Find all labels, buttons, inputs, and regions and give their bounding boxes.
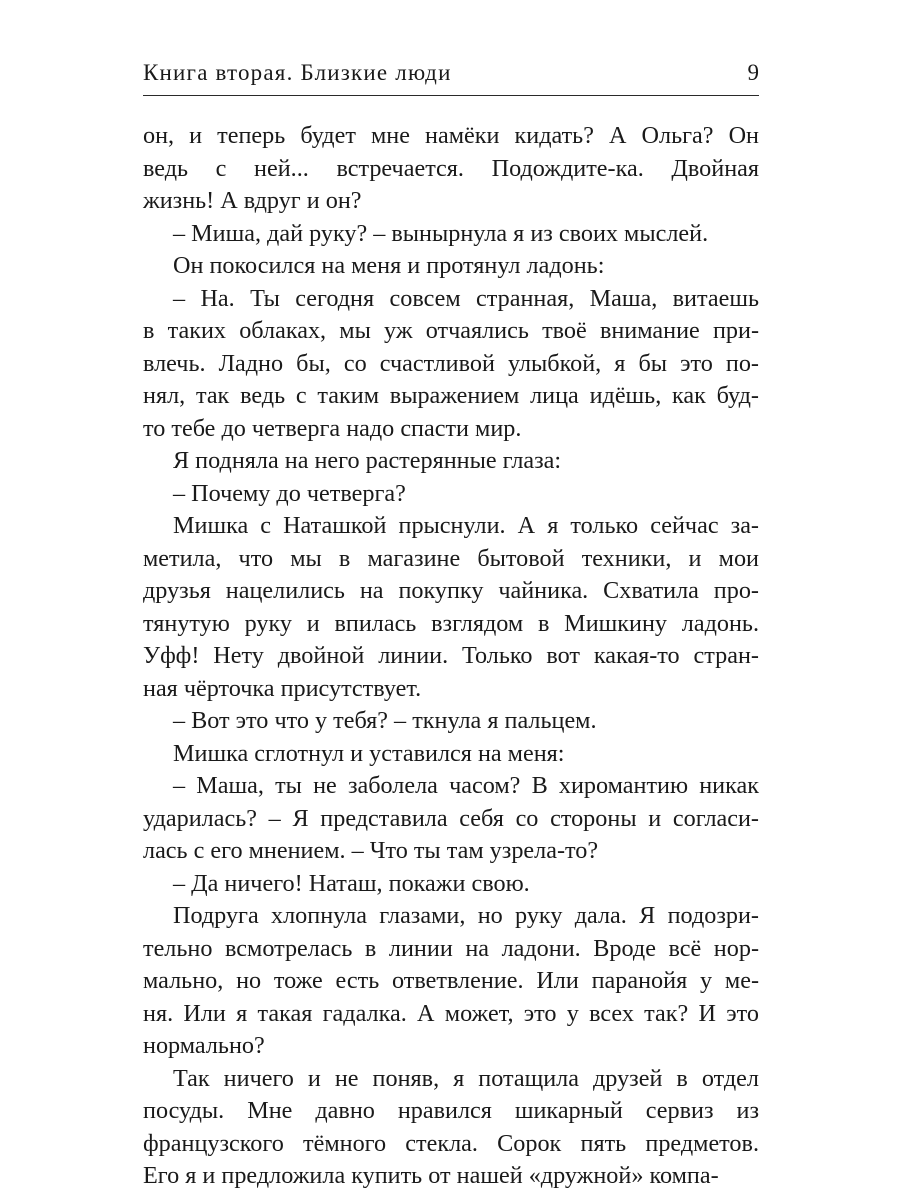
text-line: – На. Ты сегодня совсем странная, Маша, витаешь (173, 284, 759, 312)
book-page (143, 60, 759, 1193)
text-line: влечь. Ладно бы, со счастливой улыбкой, я бы это по- (143, 349, 759, 377)
text-line: ударилась? – Я представила себя со стороны и согласи- (143, 804, 759, 832)
text-line: то тебе до четверга надо спасти мир. (143, 414, 522, 442)
paragraph (143, 900, 759, 1063)
running-header (143, 60, 759, 96)
text-line: лась с его мнением. – Что ты там узрела-то? (143, 837, 599, 864)
text-line: друзья нацелились на покупку чайника. Схватила про- (143, 577, 759, 604)
text-line: ная чёрточка присутствует. (143, 674, 422, 702)
text-line: Его я и предложила купить от нашей «дружной» компа- (143, 1162, 719, 1189)
paragraph (143, 510, 759, 705)
text-line: метила, что мы в магазине бытовой техники, и мои (143, 544, 759, 572)
text-line: Я подняла на него растерянные глаза: (173, 447, 562, 474)
paragraph (143, 478, 759, 511)
text-line: тянутую руку и впилась взглядом в Мишкину ладонь. (143, 609, 759, 637)
body-text (143, 120, 759, 1193)
text-line: жизнь! А вдруг и он? (143, 187, 362, 214)
text-line: Уфф! Нету двойной линии. Только вот какая-то стран- (143, 642, 759, 669)
text-line: нормально? (143, 1032, 265, 1059)
text-line: нял, так ведь с таким выражением лица идёшь, как буд- (143, 382, 759, 409)
text-line: – Миша, дай руку? – вынырнула я из своих мыслей. (173, 219, 709, 247)
paragraph (143, 770, 759, 868)
text-line: – Почему до четверга? (173, 479, 406, 507)
paragraph (143, 120, 759, 218)
text-line: в таких облаках, мы уж отчаялись твоё внимание при- (143, 317, 759, 344)
paragraph (143, 1063, 759, 1193)
text-line: – Маша, ты не заболела часом? В хиромантию никак (173, 772, 759, 799)
paragraph (143, 445, 759, 478)
paragraph (143, 218, 759, 251)
text-line: Подруга хлопнула глазами, но руку дала. Я подозри- (173, 902, 759, 929)
text-line: ведь с ней... встречается. Подождите-ка. Двойная (143, 154, 759, 182)
paragraph (143, 738, 759, 771)
text-line: французского тёмного стекла. Сорок пять предметов. (143, 1129, 759, 1157)
paragraph (143, 705, 759, 738)
page-number: 9 (747, 60, 759, 85)
text-line: тельно всмотрелась в линии на ладони. Вроде всё нор- (143, 934, 759, 962)
book-title: Книга вторая. Близкие люди (143, 60, 452, 85)
paragraph (143, 868, 759, 901)
text-line: ня. Или я такая гадалка. А может, это у всех так? И это (143, 999, 759, 1027)
paragraph (143, 283, 759, 446)
text-line: Так ничего и не поняв, я потащила друзей в отдел (173, 1064, 759, 1092)
text-line: Мишка сглотнул и уставился на меня: (173, 739, 565, 767)
text-line: посуды. Мне давно нравился шикарный сервиз из (143, 1097, 759, 1124)
text-line: мально, но тоже есть ответвление. Или паранойя у ме- (143, 967, 759, 994)
text-line: он, и теперь будет мне намёки кидать? А Ольга? Он (143, 122, 759, 149)
text-line: – Вот это что у тебя? – ткнула я пальцем. (173, 707, 597, 734)
text-line: Мишка с Наташкой прыснули. А я только сейчас за- (173, 512, 759, 539)
text-line: Он покосился на меня и протянул ладонь: (173, 252, 605, 279)
text-line: – Да ничего! Наташ, покажи свою. (173, 869, 530, 897)
paragraph (143, 250, 759, 283)
